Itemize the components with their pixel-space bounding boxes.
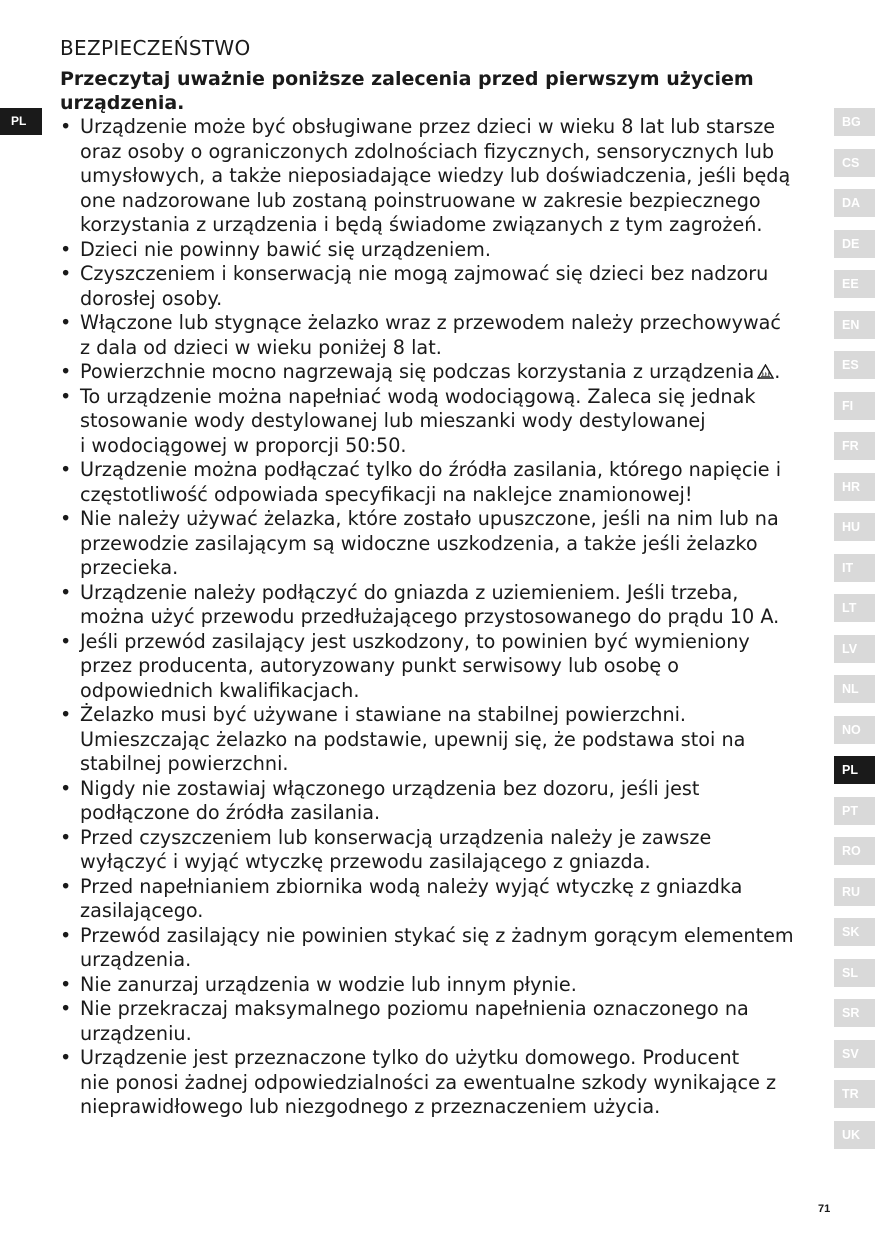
page-number: 71 [818, 1203, 831, 1215]
lang-tab-ru[interactable]: RU [834, 878, 875, 906]
page-language-tab: PL [0, 108, 42, 135]
section-title: BEZPIECZEŃSTWO [60, 36, 251, 60]
list-item: • Urządzenie może być obsługiwane przez dzieci w wieku 8 lat lub starsze oraz osoby o ograniczonych zdolnościach fizycznych, sensorycznych lub umysłowych, a także nieposiadające wiedzy lub doświadczenia, jeśli będą one nadzorowane lub zostaną poinstruowane w zakresie bezpiecznego korzystania z urządzenia i będą świadome związanych z tym zagrożeń. [60, 115, 818, 238]
lang-tab-cs[interactable]: CS [834, 149, 875, 177]
lang-tab-tr[interactable]: TR [834, 1080, 875, 1108]
list-item: • Dzieci nie powinny bawić się urządzeniem. [60, 238, 818, 263]
list-item: • Przed napełnianiem zbiornika wodą należy wyjąć wtyczkę z gniazdka zasilającego. [60, 875, 818, 924]
intro-text: Przeczytaj uważnie poniższe zalecenia przed pierwszym użyciem urządzenia. [60, 68, 754, 114]
list-item: • Nie należy używać żelazka, które zostało upuszczone, jeśli na nim lub na przewodzie zasilającym są widoczne uszkodzenia, a także jeśli żelazko przecieka. [60, 507, 818, 581]
lang-tab-fi[interactable]: FI [834, 392, 875, 420]
list-item: • Nie zanurzaj urządzenia w wodzie lub innym płynie. [60, 973, 818, 998]
lang-tab-nl[interactable]: NL [834, 675, 875, 703]
lang-tab-sl[interactable]: SL [834, 959, 875, 987]
lang-tab-ro[interactable]: RO [834, 837, 875, 865]
lang-tab-lv[interactable]: LV [834, 635, 875, 663]
lang-tab-de[interactable]: DE [834, 230, 875, 258]
list-item: • Włączone lub stygnące żelazko wraz z przewodem należy przechowywać z dala od dzieci w wieku poniżej 8 lat. [60, 311, 818, 360]
list-item: • Nigdy nie zostawiaj włączonego urządzenia bez dozoru, jeśli jest podłączone do źródła zasilania. [60, 777, 818, 826]
lang-tab-no[interactable]: NO [834, 716, 875, 744]
lang-tab-bg[interactable]: BG [834, 108, 875, 136]
list-item: • Urządzenie można podłączać tylko do źródła zasilania, którego napięcie i częstotliwość odpowiada specyfikacji na naklejce znamionowej! [60, 458, 818, 507]
lang-tab-hr[interactable]: HR [834, 473, 875, 501]
list-item: • Nie przekraczaj maksymalnego poziomu napełnienia oznaczonego na urządzeniu. [60, 997, 818, 1046]
list-item: • Przewód zasilający nie powinien stykać się z żadnym gorącym elementem urządzenia. [60, 924, 818, 973]
lang-tab-it[interactable]: IT [834, 554, 875, 582]
list-item [60, 360, 818, 385]
hot-surface-warning-icon [757, 364, 774, 379]
lang-tab-lt[interactable]: LT [834, 594, 875, 622]
lang-tab-pt[interactable]: PT [834, 797, 875, 825]
list-item: • Czyszczeniem i konserwacją nie mogą zajmować się dzieci bez nadzoru dorosłej osoby. [60, 262, 818, 311]
safety-section [60, 34, 818, 1120]
list-item-text: Powierzchnie mocno nagrzewają się podczas korzystania z urządzenia [80, 360, 755, 383]
lang-tab-en[interactable]: EN [834, 311, 875, 339]
lang-tab-hu[interactable]: HU [834, 513, 875, 541]
list-item: • Urządzenie należy podłączyć do gniazda z uziemieniem. Jeśli trzeba, można użyć przewodu przedłużającego przystosowanego do prądu 10 A. [60, 581, 818, 630]
list-item: • Przed czyszczeniem lub konserwacją urządzenia należy je zawsze wyłączyć i wyjąć wtyczkę przewodu zasilającego z gniazda. [60, 826, 818, 875]
lang-tab-uk[interactable]: UK [834, 1121, 875, 1149]
list-item: • Żelazko musi być używane i stawiane na stabilnej powierzchni. Umieszczając żelazko na podstawie, upewnij się, że podstawa stoi na stabilnej powierzchni. [60, 703, 818, 777]
lang-tab-sv[interactable]: SV [834, 1040, 875, 1068]
lang-tab-sr[interactable]: SR [834, 999, 875, 1027]
safety-list [60, 115, 818, 1120]
lang-tab-pl[interactable]: PL [834, 756, 875, 784]
lang-tab-ee[interactable]: EE [834, 270, 875, 298]
lang-tab-es[interactable]: ES [834, 351, 875, 379]
language-nav [834, 108, 875, 1161]
lang-tab-fr[interactable]: FR [834, 432, 875, 460]
list-item: • To urządzenie można napełniać wodą wodociągową. Zaleca się jednak stosowanie wody destylowanej lub mieszanki wody destylowanej i wodociągowej w proporcji 50:50. [60, 385, 818, 459]
lang-tab-da[interactable]: DA [834, 189, 875, 217]
list-item: • Jeśli przewód zasilający jest uszkodzony, to powinien być wymieniony przez producenta, autoryzowany punkt serwisowy lub osobę o odpowiednich kwalifikacjach. [60, 630, 818, 704]
list-item-suffix: . [774, 360, 781, 383]
lang-tab-sk[interactable]: SK [834, 918, 875, 946]
list-item: • Urządzenie jest przeznaczone tylko do użytku domowego. Producent nie ponosi żadnej odpowiedzialności za ewentualne szkody wynikające z nieprawidłowego lub niezgodnego z przeznaczeniem użycia. [60, 1046, 818, 1120]
